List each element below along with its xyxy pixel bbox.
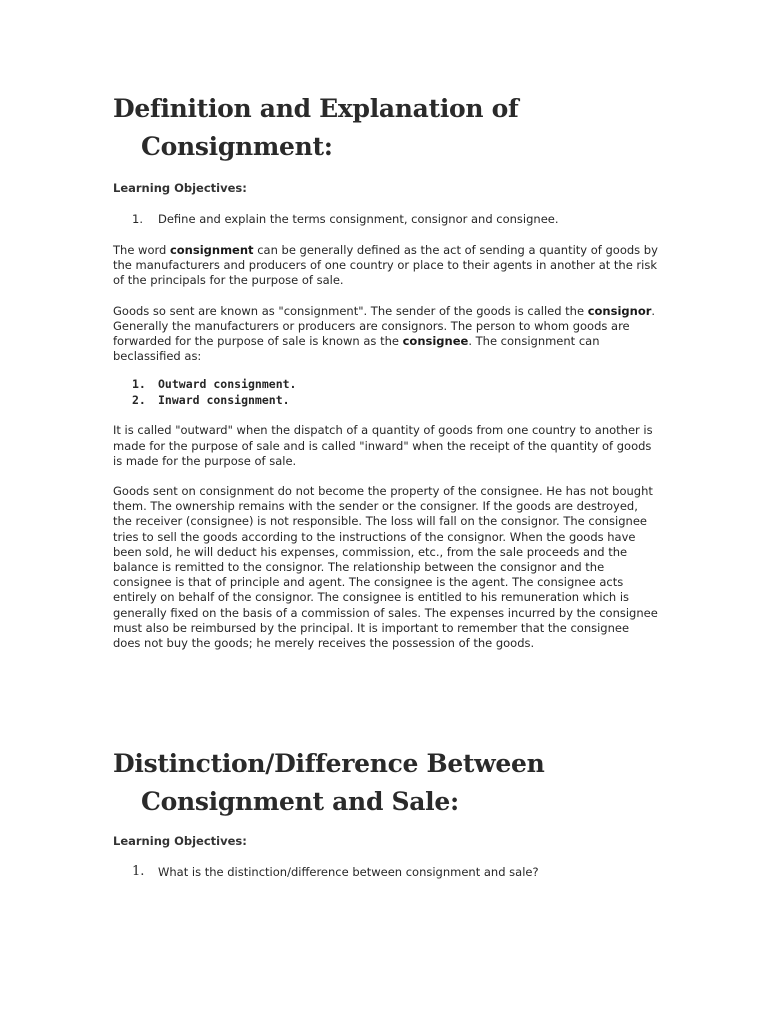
text-run: . Generally the manufacturers or producers are consignors. The person to whom goods are forwarded for the purpose of sale is known as the [113,303,656,349]
bold-term-consignment: consignment [169,243,254,257]
learning-objectives-label: Learning Objectives: [113,181,247,195]
paragraph-consignment-definition [113,243,658,289]
paragraph-outward-inward: It is called "outward" when the dispatch of a quantity of goods from one country to another is made for the purpose of sale and is called "inward" when the receipt of the quantity of goods is made for the purpose of sale. [113,423,653,468]
list-item [113,376,658,392]
objectives-list [113,864,658,880]
text-run: can be generally defined as the act of sending a quantity of goods by the manufacturers and producers of one country or place to their agents in another at the risk of the principals for the purpose of sale. [113,243,658,288]
list-item-text: Define and explain the terms consignment, consignor and consignee. [158,212,559,226]
text-run: Goods so sent are known as "consignment". The sender of the goods is called the [113,303,588,318]
text-run: . The consignment can beclassified as: [113,334,600,364]
bold-term-consignor: consignor [587,303,652,318]
list-number: 2. [132,393,146,408]
section-heading: Distinction/Difference Between Consignment and Sale: [113,749,545,816]
list-number: 1. [132,212,143,226]
list-item-text: Inward consignment. [158,393,290,408]
text-run: The word [113,243,170,257]
list-item [113,392,658,408]
section-definition [113,90,658,651]
list-number: 1. [132,377,146,392]
bold-term-consignee: consignee [402,334,469,349]
paragraph-consignor-consignee [113,304,658,365]
list-item [113,211,658,227]
list-item-text: Outward consignment. [158,377,297,392]
list-item-text: What is the distinction/difference between consignment and sale? [158,865,539,879]
objectives-list [113,211,658,227]
section-distinction [113,745,658,880]
section-heading: Definition and Explanation of Consignment: [113,94,519,161]
list-item [113,864,658,880]
list-number: 1. [132,864,145,879]
paragraph-ownership: Goods sent on consignment do not become the property of the consignee. He has not bought them. The ownership remains with the sender or the consigner. If the goods are destroyed, the receiver (consignee) is not responsible. The loss will fall on the consignor. The consignee tries to sell the goods according to the instructions of the consignor. When the goods have been sold, he will deduct his expenses, commission, etc., from the sale proceeds and the balance is remitted to the consignor. The relationship between the consignor and the consignee is that of principle and agent. The consignee is the agent. The consignee acts entirely on behalf of the consignor. The consignee is entitled to his remuneration which is generally fixed on the basis of a commission of sales. The expenses incurred by the consignee must also be reimbursed by the principal. It is important to remember that the consignee does not buy the goods; he merely receives the possession of the goods. [113,484,658,651]
consignment-types-list [113,376,658,408]
learning-objectives-label: Learning Objectives: [113,834,247,848]
